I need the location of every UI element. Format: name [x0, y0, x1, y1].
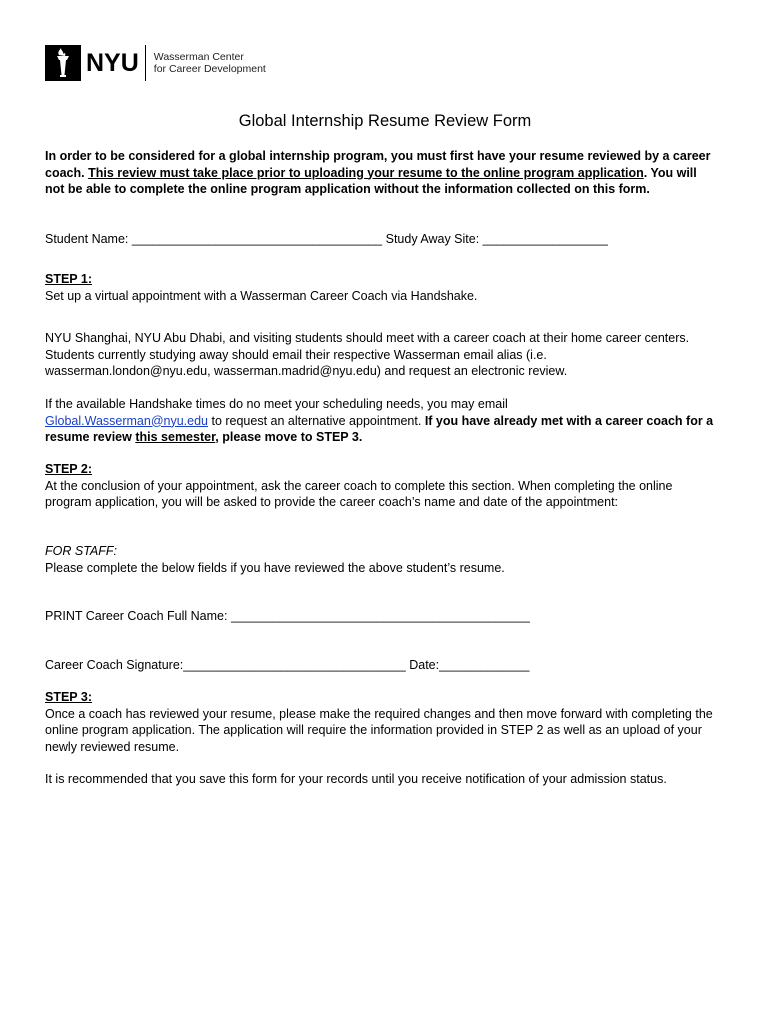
date-field[interactable]: _____________	[439, 658, 530, 672]
step1-paragraph-2	[45, 330, 715, 380]
step2-text: At the conclusion of your appointment, ask the career coach to complete this section. When completing the online program application, you will be asked to provide the career coach’s name and date of the appointment:	[45, 478, 673, 509]
step1-para2-text: NYU Shanghai, NYU Abu Dhabi, and visiting students should meet with a career coach at their home career centers. Students currently studying away should email their respective Wasserman email alias (i.e. wasserman.london@nyu.edu, wasserman.madrid@nyu.edu) and request an electronic review.	[45, 331, 690, 378]
step3-heading: STEP 3:	[45, 690, 93, 704]
step3-section	[45, 689, 715, 755]
signature-label: Career Coach Signature:	[45, 658, 184, 672]
staff-label: FOR STAFF:	[45, 544, 117, 558]
coach-name-line	[45, 608, 715, 625]
step2-section	[45, 461, 715, 511]
coach-name-field[interactable]: ___________________________________________	[230, 609, 530, 623]
step1-text: Set up a virtual appointment with a Wasserman Career Coach via Handshake.	[45, 288, 478, 303]
staff-section	[45, 543, 715, 576]
closing-text: It is recommended that you save this form for your records until you receive notification of your admission status.	[45, 772, 667, 786]
step1-para3-bold-underlined: this semester	[135, 430, 216, 444]
student-info-line	[45, 231, 715, 248]
student-name-field[interactable]: ____________________________________	[131, 232, 383, 246]
signature-field[interactable]: ________________________________	[183, 658, 406, 672]
intro-text-underlined: This review must take place prior to uploading your resume to the online program application	[88, 165, 644, 180]
step1-para3-bold-2: , please move to STEP 3.	[215, 430, 363, 444]
intro-text-1: In order to be considered for a global internship program, you must first have your resume reviewed by a career coach.	[45, 149, 711, 180]
student-name-label: Student Name:	[45, 232, 132, 246]
step1-para3-text-2: to request an alternative appointment.	[208, 413, 425, 428]
intro-paragraph	[45, 148, 715, 198]
step1-para3-bold-1: If you have already met with a career coach for a resume review	[45, 413, 714, 444]
nyu-torch-icon	[45, 45, 81, 81]
step1-heading: STEP 1:	[45, 272, 93, 286]
global-wasserman-email-link[interactable]: Global.Wasserman@nyu.edu	[45, 413, 208, 428]
step1-section	[45, 271, 715, 304]
coach-name-label: PRINT Career Coach Full Name:	[45, 609, 231, 623]
logo-wordmark: NYU	[86, 49, 139, 77]
step1-para3-text-1: If the available Handshake times do no meet your scheduling needs, you may email	[45, 397, 508, 411]
intro-text-3: . You will not be able to complete the online program application without the information collected on this form.	[45, 165, 697, 196]
closing-paragraph	[45, 771, 715, 788]
logo-subtitle	[154, 51, 266, 76]
study-away-site-field[interactable]: __________________	[482, 232, 608, 246]
staff-text: Please complete the below fields if you have reviewed the above student’s resume.	[45, 560, 505, 575]
step1-paragraph-3	[45, 396, 715, 446]
study-away-site-label: Study Away Site:	[382, 232, 483, 246]
logo-divider	[145, 45, 146, 81]
step3-text: Once a coach has reviewed your resume, please make the required changes and then move forward with completing the online program application. The application will require the information provided in STEP 2 as well as an upload of your newly reviewed resume.	[45, 706, 713, 754]
step2-heading: STEP 2:	[45, 462, 93, 476]
page-title: Global Internship Resume Review Form	[238, 112, 532, 130]
date-label: Date:	[405, 658, 440, 672]
logo-subtitle-line1: Wasserman Center	[153, 50, 244, 63]
signature-date-line	[45, 657, 715, 674]
logo-subtitle-line2: for Career Development	[153, 63, 266, 75]
nyu-wasserman-logo	[45, 45, 266, 81]
